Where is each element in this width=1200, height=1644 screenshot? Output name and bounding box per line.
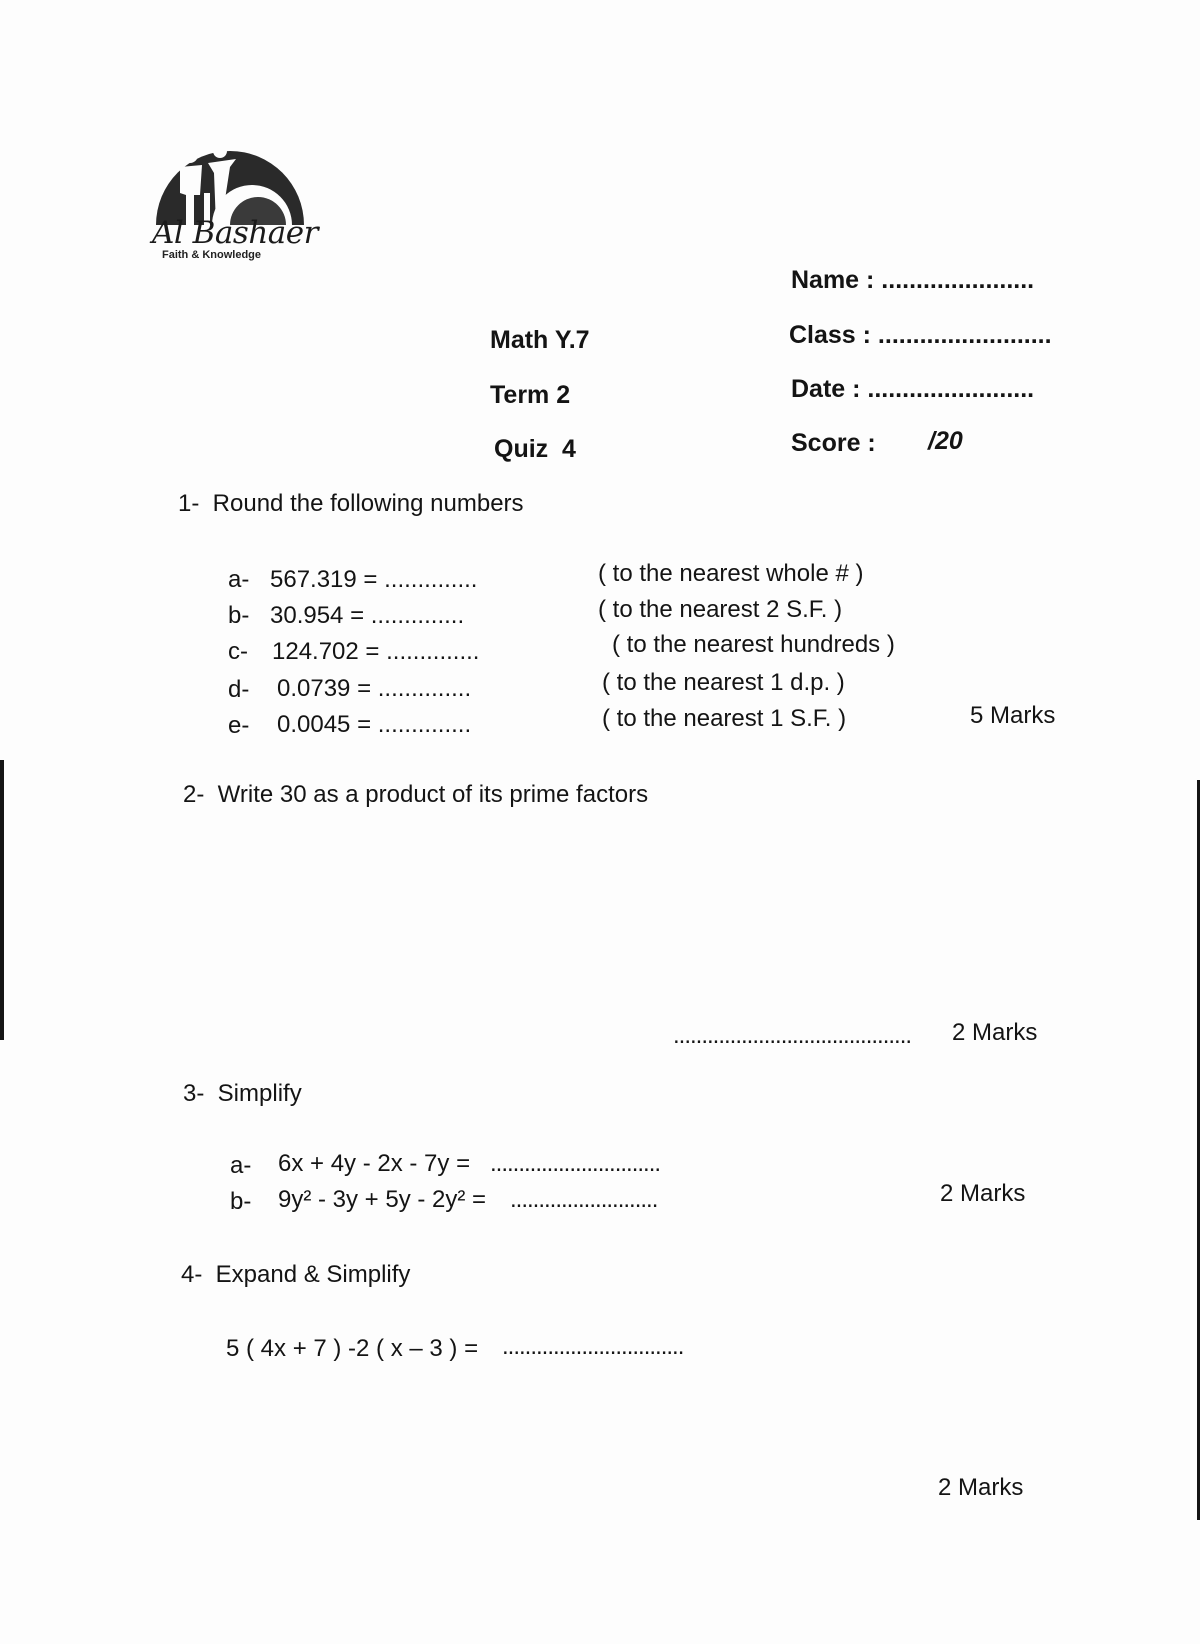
q2-marks: 2 Marks bbox=[952, 1019, 1038, 1046]
score-total: /20 bbox=[928, 427, 963, 455]
school-tagline: Faith & Knowledge bbox=[162, 249, 261, 261]
q3-item-label: a- bbox=[230, 1152, 252, 1179]
q1-item-expr[interactable]: 0.0045 = .............. bbox=[277, 711, 472, 738]
q3-item-line[interactable]: .............................. bbox=[490, 1150, 661, 1177]
q4-expr: 5 ( 4x + 7 ) -2 ( x – 3 ) = bbox=[226, 1335, 479, 1362]
q1-item-expr[interactable]: 124.702 = .............. bbox=[272, 638, 480, 665]
subject-title: Math Y.7 bbox=[490, 326, 590, 354]
logo-emblem bbox=[150, 133, 310, 228]
q3-item-expr: 6x + 4y - 2x - 7y = bbox=[278, 1150, 471, 1177]
q2-answer-line[interactable]: .......................................... bbox=[673, 1022, 912, 1049]
q1-item-hint: ( to the nearest 1 S.F. ) bbox=[602, 705, 847, 732]
q4-marks: 2 Marks bbox=[938, 1474, 1024, 1501]
q1-item-expr[interactable]: 30.954 = .............. bbox=[270, 602, 465, 629]
q2-title: 2- Write 30 as a product of its prime factors bbox=[183, 781, 649, 808]
q1-item-label: e- bbox=[228, 712, 250, 739]
q3-marks: 2 Marks bbox=[940, 1180, 1026, 1207]
q1-item-hint: ( to the nearest whole # ) bbox=[598, 560, 864, 587]
q3-item-expr: 9y² - 3y + 5y - 2y² = bbox=[278, 1186, 487, 1213]
q1-title: 1- Round the following numbers bbox=[178, 490, 524, 517]
q3-item-label: b- bbox=[230, 1188, 252, 1215]
name-field[interactable]: Name : ...................... bbox=[791, 266, 1035, 294]
q4-answer-line[interactable]: ................................ bbox=[502, 1333, 684, 1360]
term-label: Term 2 bbox=[490, 381, 571, 409]
q1-item-label: a- bbox=[228, 566, 250, 593]
q1-item-expr[interactable]: 0.0739 = .............. bbox=[277, 675, 472, 702]
q1-item-label: d- bbox=[228, 676, 250, 703]
quiz-label: Quiz 4 bbox=[494, 435, 576, 463]
date-field[interactable]: Date : ........................ bbox=[791, 375, 1035, 403]
class-field[interactable]: Class : ......................... bbox=[789, 321, 1052, 349]
q3-item-line[interactable]: .......................... bbox=[510, 1186, 658, 1213]
scan-left-edge bbox=[0, 760, 4, 1040]
q1-item-hint: ( to the nearest 1 d.p. ) bbox=[602, 669, 845, 696]
q1-item-expr[interactable]: 567.319 = .............. bbox=[270, 566, 478, 593]
q1-item-label: b- bbox=[228, 602, 250, 629]
q1-item-hint: ( to the nearest 2 S.F. ) bbox=[598, 596, 843, 623]
q3-title: 3- Simplify bbox=[183, 1080, 302, 1107]
score-label: Score : bbox=[791, 429, 876, 457]
school-name: Al Bashaer bbox=[152, 215, 318, 251]
q1-item-label: c- bbox=[228, 638, 248, 665]
q1-marks: 5 Marks bbox=[970, 702, 1056, 729]
school-logo bbox=[150, 133, 318, 278]
q4-title: 4- Expand & Simplify bbox=[181, 1261, 411, 1288]
q1-item-hint: ( to the nearest hundreds ) bbox=[612, 631, 895, 658]
